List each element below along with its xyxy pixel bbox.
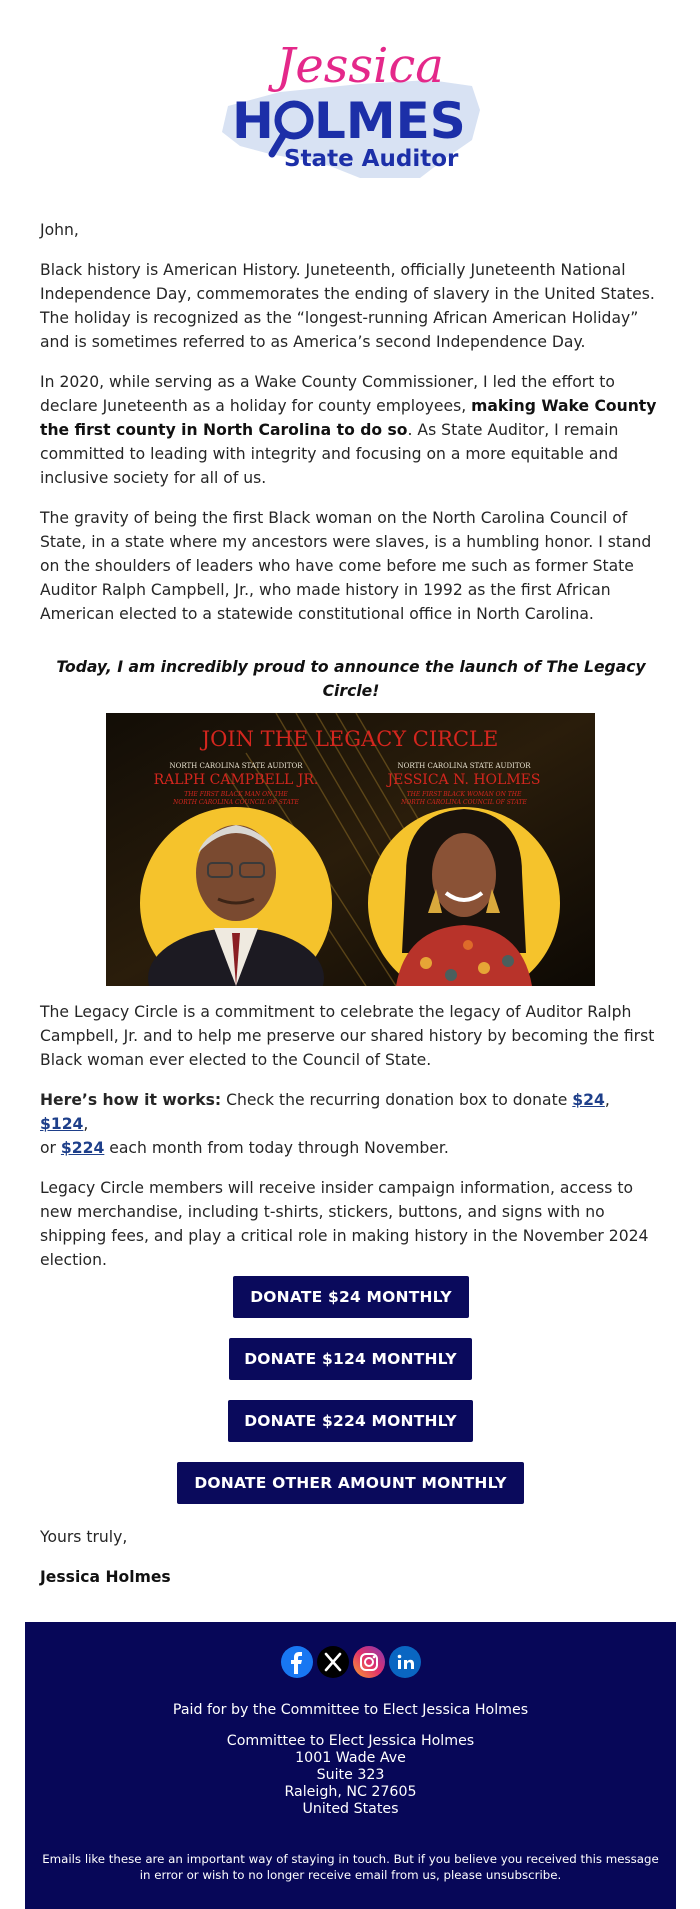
p2-start: In 2020, while serving as a Wake County Commissioner, I led the effort to declare Juneteenth as a holiday for county employees,: [40, 373, 615, 415]
or-text: or: [40, 1139, 61, 1157]
mailing-address: [25, 1733, 676, 1818]
donate-124-monthly-button[interactable]: DONATE $124 MONTHLY: [229, 1338, 472, 1380]
legacy-circle-banner[interactable]: [106, 713, 595, 986]
address-line: Raleigh, NC 27605: [284, 1784, 417, 1800]
address-line: Suite 323: [316, 1767, 385, 1783]
instagram-icon[interactable]: [353, 1646, 385, 1678]
paragraph-council-of-state: The gravity of being the first Black woman on the North Carolina Council of State, in a state where my ancestors were slaves, is a humbling honor. I stand on the shoulders of leaders who have come before me such as former State Auditor Ralph Campbell, Jr., who made history in 1992 as the first African American elected to a statewide constitutional office in North Carolina.: [40, 509, 652, 623]
p2-end: . As State Auditor, I remain committed to leading with integrity and focusing on a more equitable and inclusive society for all of us.: [40, 421, 619, 487]
address-line: 1001 Wade Ave: [295, 1750, 406, 1766]
paid-for-disclaimer: Paid for by the Committee to Elect Jessica Holmes: [172, 1702, 529, 1718]
signoff: Yours truly,: [40, 1528, 128, 1546]
banner-right-kicker: NORTH CAROLINA STATE AUDITOR: [397, 762, 531, 770]
banner-left-sub2: NORTH CAROLINA COUNCIL OF STATE: [173, 799, 299, 806]
address-line: Committee to Elect Jessica Holmes: [226, 1733, 475, 1749]
logo-script-name: Jessica: [276, 38, 444, 94]
donate-other-amount-button[interactable]: DONATE OTHER AMOUNT MONTHLY: [177, 1462, 524, 1504]
footer: [25, 1622, 676, 1909]
banner-right-sub1: THE FIRST BLACK WOMAN ON THE: [406, 791, 522, 798]
banner-left-sub1: THE FIRST BLACK MAN ON THE: [184, 791, 288, 798]
paragraph-member-benefits: Legacy Circle members will receive insider campaign information, access to new merchandise, including t-shirts, stickers, buttons, and signs with no shipping fees, and play a critical role in making history in the November 2024 election.: [40, 1179, 649, 1269]
social-links: [25, 1646, 676, 1682]
facebook-icon[interactable]: [281, 1646, 313, 1678]
p2-bold: making Wake County the first county in North Carolina to do so: [40, 397, 657, 439]
linkedin-icon[interactable]: [389, 1646, 421, 1678]
greeting: John,: [40, 221, 79, 239]
logo-surname-rest: LMES: [314, 92, 466, 150]
address-line: United States: [302, 1801, 399, 1817]
unsubscribe-disclaimer[interactable]: Emails like these are an important way of staying in touch. But if you believe you received this message in error or wish to no longer receive email from us, please unsubscribe.: [42, 1852, 659, 1882]
logo-surname-h: H: [232, 92, 274, 150]
banner-right-sub2: NORTH CAROLINA COUNCIL OF STATE: [401, 799, 527, 806]
paragraph-wake-county: [40, 370, 662, 490]
legacy-circle-announcement: Today, I am incredibly proud to announce the launch of The Legacy Circle!: [56, 658, 646, 700]
signature: Jessica Holmes: [40, 1568, 171, 1586]
donate-224-monthly-button[interactable]: DONATE $224 MONTHLY: [228, 1400, 473, 1442]
donate-124-link[interactable]: $124: [40, 1115, 84, 1133]
paragraph-legacy-circle: The Legacy Circle is a commitment to celebrate the legacy of Auditor Ralph Campbell, Jr. and to help me preserve our shared history by becoming the first Black woman ever elected to the Council of State.: [40, 1003, 655, 1069]
paragraph-juneteenth: Black history is American History. Juneteenth, officially Juneteenth National Independence Day, commemorates the ending of slavery in the United States. The holiday is recognized as the “longest-running African American Holiday” and is sometimes referred to as America’s second Independence Day.: [40, 261, 655, 351]
donate-24-monthly-button[interactable]: DONATE $24 MONTHLY: [233, 1276, 469, 1318]
separator-1: ,: [604, 1091, 610, 1109]
paragraph-how-it-works: [40, 1088, 662, 1160]
how-text: Check the recurring donation box to donate: [221, 1091, 573, 1109]
how-end: each month from today through November.: [104, 1139, 449, 1157]
banner-left-kicker: NORTH CAROLINA STATE AUDITOR: [169, 762, 303, 770]
x-icon[interactable]: [317, 1646, 349, 1678]
donate-224-link[interactable]: $224: [60, 1139, 105, 1157]
banner-left-name: RALPH CAMPBELL JR.: [153, 772, 319, 788]
separator-2: ,: [83, 1115, 89, 1133]
logo-tagline: State Auditor: [284, 146, 459, 172]
banner-right-name: JESSICA N. HOLMES: [387, 772, 541, 788]
donate-24-link[interactable]: $24: [572, 1091, 605, 1109]
email-body: [40, 218, 662, 642]
email-body-continued: [40, 1000, 662, 1288]
banner-title: JOIN THE LEGACY CIRCLE: [201, 727, 499, 751]
campaign-logo: [0, 28, 700, 193]
how-it-works-label: Here’s how it works:: [40, 1091, 222, 1109]
